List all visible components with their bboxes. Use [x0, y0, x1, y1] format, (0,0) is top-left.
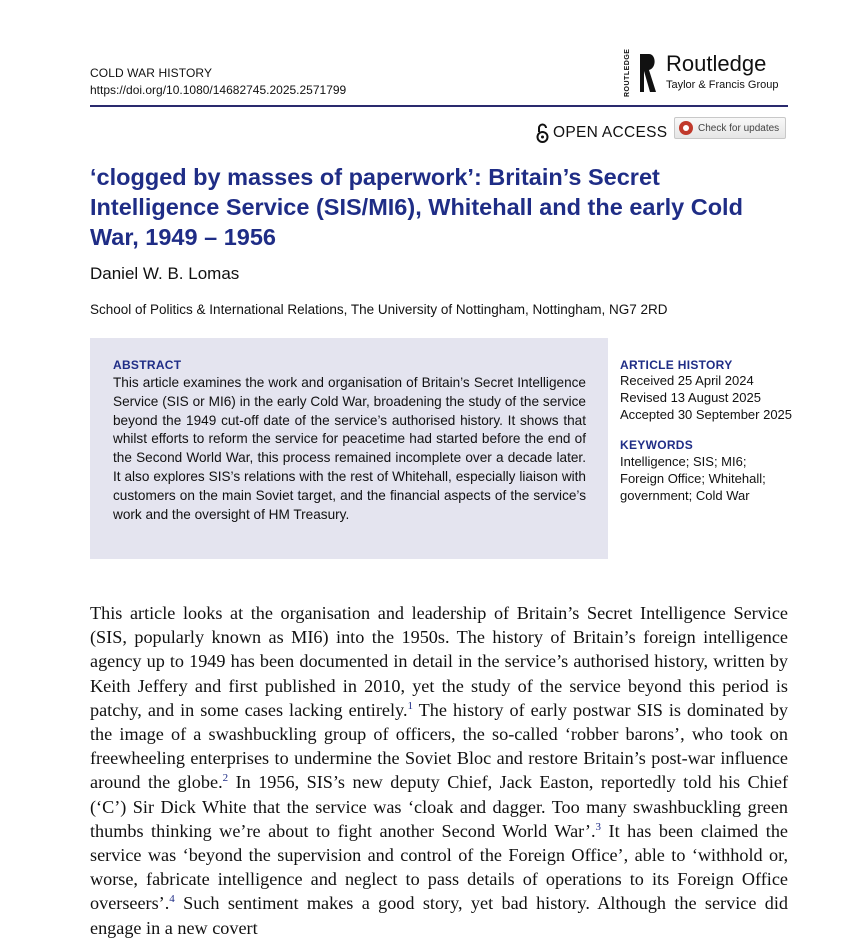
routledge-logo-icon: [638, 52, 658, 94]
body-paragraph: [90, 601, 788, 940]
article-title: ‘clogged by masses of paperwork’: Britain’s Secret Intelligence Service (SIS/MI6), Whitehall and the early Cold War, 1949 – 1956: [90, 164, 743, 250]
header-divider: [90, 105, 788, 107]
open-access-label: OPEN ACCESS: [553, 124, 668, 141]
received-date: Received 25 April 2024: [620, 373, 754, 388]
abstract-text: This article examines the work and organisation of Britain’s Secret Intelligence Service (SIS or MI6) in the early Cold War, broadening the study of the service beyond the 1949 cut-off date of the service’s authorised history. It shows that whilst efforts to reform the service for peacetime had started before the end of the Second World War, this process remained incomplete over a decade later. It also explores SIS’s relations with the rest of Whitehall, especially liaison with customers on the main Soviet target, and the financial aspects of the service’s work and the oversight of HM Treasury.: [113, 375, 586, 522]
revised-date: Revised 13 August 2025: [620, 390, 761, 405]
publisher-group: Taylor & Francis Group: [666, 79, 779, 91]
accepted-date: Accepted 30 September 2025: [620, 407, 793, 422]
body-text-4: It has been claimed the service was ‘beyond the supervision and control of the Foreign Office’, able to ‘withhold or, worse, fabricate intelligence and neglect to pass details of operations to its Foreign Office overseers’.: [90, 820, 788, 914]
body-text-5: Such sentiment makes a good story, yet bad history. Although the service did engage in a new covert: [90, 893, 788, 938]
footnote-ref-1[interactable]: 1: [407, 699, 413, 712]
keywords-heading: KEYWORDS: [620, 438, 694, 452]
abstract-heading: ABSTRACT: [113, 358, 182, 372]
footnote-ref-2[interactable]: 2: [222, 772, 229, 785]
body-text-1: This article looks at the organisation and leadership of Britain’s Secret Intelligence Service (SIS, popularly known as MI6) into the 1950s. The history of Britain’s foreign intelligence agency up to 1949 has been documented in detail in the service’s authorised history, written by Keith Jeffery and first published in 2010, yet the study of the service beyond this period is patchy, and in some cases lacking entirely.: [90, 603, 788, 720]
footnote-ref-4[interactable]: 4: [169, 893, 175, 906]
doi-link[interactable]: https://doi.org/10.1080/14682745.2025.2571799: [90, 83, 347, 97]
check-updates-icon: [679, 121, 693, 135]
keywords-list: Intelligence; SIS; MI6; Foreign Office; Whitehall; government; Cold War: [620, 454, 766, 503]
open-lock-icon: [536, 123, 549, 143]
check-updates-label: Check for updates: [698, 122, 780, 134]
article-history: [620, 372, 795, 423]
author-name[interactable]: Daniel W. B. Lomas: [90, 264, 240, 283]
open-access-badge: [536, 123, 667, 143]
publisher-name: Routledge: [666, 51, 767, 76]
author-affiliation: School of Politics & International Relations, The University of Nottingham, Nottingham, NG7 2RD: [90, 302, 668, 317]
publisher-vertical-text: ROUTLEDGE: [624, 48, 631, 97]
article-history-heading: ARTICLE HISTORY: [620, 358, 733, 372]
footnote-ref-3[interactable]: 3: [595, 820, 602, 833]
body-text-2: The history of early postwar SIS is dominated by the image of a swashbuckling group of officers, the so-called ‘robber barons’, who took on freewheeling enterprises to undermine the Soviet Bloc and restore Britain’s post-war influence around the globe.: [90, 699, 788, 793]
check-for-updates-button[interactable]: [674, 117, 786, 139]
body-text-3: In 1956, SIS’s new deputy Chief, Jack Easton, reportedly told his Chief (‘C’) Sir Dick White that the service was ‘cloak and dagger. Too many swashbuckling green thumbs thinking we’re about to fight another Second World War’.: [90, 772, 788, 841]
journal-name: COLD WAR HISTORY: [90, 66, 213, 80]
